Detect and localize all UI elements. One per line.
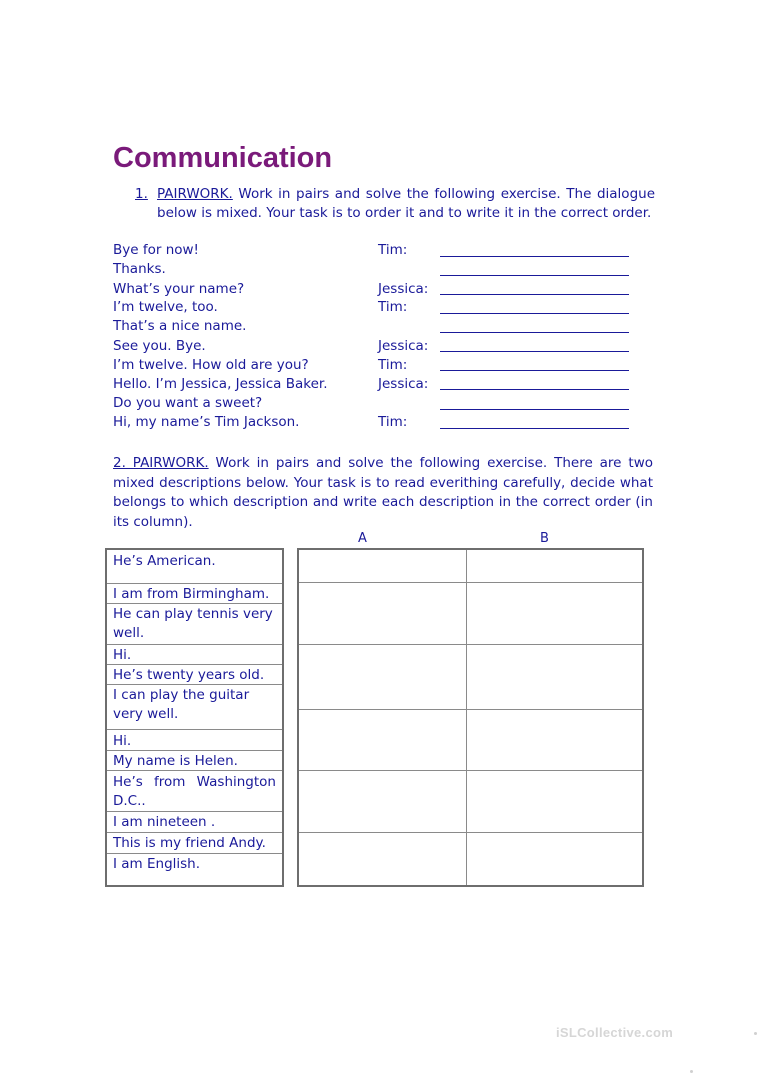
answer-cell-b[interactable]: [467, 550, 642, 582]
answer-blank[interactable]: [440, 428, 629, 429]
answer-blank[interactable]: [440, 313, 629, 314]
column-a-header: A: [358, 531, 367, 546]
answer-cell-a[interactable]: [299, 646, 466, 709]
answer-cell-b[interactable]: [467, 584, 642, 644]
sentence-row: I am English.: [113, 856, 201, 872]
answer-blank[interactable]: [440, 332, 629, 333]
answer-blank[interactable]: [440, 351, 629, 352]
sentence-row: He’s American.: [107, 550, 282, 584]
answer-cell-a[interactable]: [299, 711, 466, 770]
exercise-2-label: 2. PAIRWORK.: [113, 455, 209, 471]
dialogue-line: Bye for now!: [113, 242, 199, 258]
dialogue-line: What’s your name?: [113, 281, 245, 297]
exercise-1-instructions: [135, 185, 655, 223]
sentence-row: My name is Helen.: [107, 751, 282, 771]
sentence-row: I am from Birmingham.: [107, 584, 282, 604]
exercise-1-label: PAIRWORK.: [157, 186, 233, 202]
dialogue-line: Do you want a sweet?: [113, 395, 263, 411]
sentence-row: He can play tennis very well.: [107, 604, 282, 645]
speaker-label: Tim:: [378, 242, 408, 258]
sentence-row: This is my friend Andy.: [107, 833, 282, 854]
answer-blank[interactable]: [440, 409, 629, 410]
sentence-row: Hi.: [107, 645, 282, 665]
sentence-row: Hi.: [107, 730, 282, 751]
dialogue-line: Thanks.: [113, 261, 166, 277]
exercise-2-text: Work in pairs and solve the following exercise. There are two mixed descriptions below. Your task is to read everithing carefully, decide what belongs to which description and write each description in the correct order (in its column).: [113, 455, 653, 530]
dialogue-line: That’s a nice name.: [113, 318, 247, 334]
answer-cell-a[interactable]: [299, 550, 466, 582]
column-b-header: B: [540, 531, 549, 546]
row-divider: [299, 709, 642, 710]
watermark-dot: [690, 1070, 693, 1073]
speaker-label: Jessica:: [378, 338, 429, 354]
answer-blank[interactable]: [440, 389, 629, 390]
page-title: Communication: [113, 142, 333, 174]
watermark: iSLCollective.com: [556, 1025, 674, 1040]
sentence-row: I can play the guitar very well.: [107, 685, 282, 730]
exercise-1-text: Work in pairs and solve the following exercise. The dialogue below is mixed. Your task is to order it and to write it in the correct order.: [157, 186, 655, 221]
answer-cell-a[interactable]: [299, 584, 466, 644]
dialogue-line: I’m twelve, too.: [113, 299, 218, 315]
speaker-label: Tim:: [378, 357, 408, 373]
answer-blank[interactable]: [440, 275, 629, 276]
answer-grid: [297, 548, 644, 887]
row-divider: [299, 582, 642, 583]
sentence-table: [105, 548, 284, 887]
row-divider: [299, 644, 642, 645]
speaker-label: Jessica:: [378, 376, 429, 392]
answer-cell-a[interactable]: [299, 772, 466, 832]
answer-cell-b[interactable]: [467, 772, 642, 832]
watermark-dot: [754, 1032, 757, 1035]
answer-cell-b[interactable]: [467, 711, 642, 770]
sentence-row: He’s from Washington D.C..: [107, 771, 282, 812]
sentence-row: I am nineteen .: [107, 812, 282, 833]
dialogue-line: See you. Bye.: [113, 338, 206, 354]
exercise-1-number: 1.: [135, 186, 148, 202]
dialogue-line: Hello. I’m Jessica, Jessica Baker.: [113, 376, 328, 392]
row-divider: [299, 832, 642, 833]
sentence-row: He’s twenty years old.: [107, 665, 282, 685]
dialogue-line: I’m twelve. How old are you?: [113, 357, 309, 373]
row-divider: [299, 770, 642, 771]
speaker-label: Jessica:: [378, 281, 429, 297]
speaker-label: Tim:: [378, 299, 408, 315]
answer-cell-a[interactable]: [299, 834, 466, 885]
speaker-label: Tim:: [378, 414, 408, 430]
answer-cell-b[interactable]: [467, 834, 642, 885]
answer-cell-b[interactable]: [467, 646, 642, 709]
exercise-2-instructions: [113, 454, 653, 532]
answer-blank[interactable]: [440, 294, 629, 295]
answer-blank[interactable]: [440, 370, 629, 371]
answer-blank[interactable]: [440, 256, 629, 257]
dialogue-line: Hi, my name’s Tim Jackson.: [113, 414, 300, 430]
